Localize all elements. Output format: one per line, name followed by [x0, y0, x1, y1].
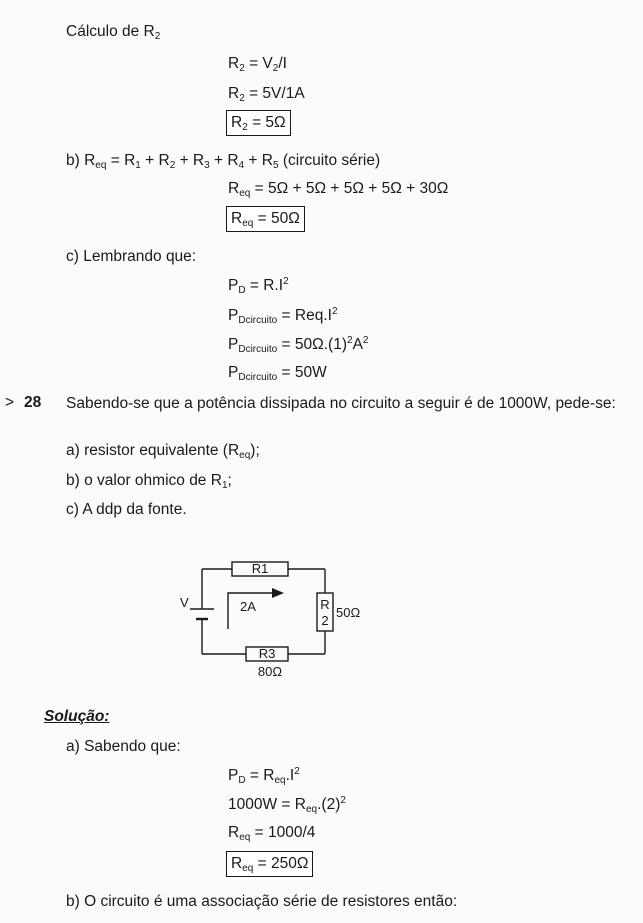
boxed-result: $R_{eq} = 50\Omega$: [226, 206, 305, 232]
part-c-heading: c) Lembrando que:: [66, 248, 197, 265]
equation-line: $P_{Dcircuito} = Req.I^2$: [228, 306, 338, 326]
solution-title: Solução:: [44, 708, 110, 725]
boxed-result: $R_2 = 5\Omega$: [226, 110, 291, 136]
question-text: Sabendo-se que a potência dissipada no circuito a seguir é de 1000W, pede-se:: [66, 395, 616, 412]
r1-label: R1: [251, 561, 269, 576]
current-label: 2A: [240, 599, 256, 614]
part-b-equation: b) $R_{eq} = R_1 + R_2 + R_3 + R_4 + R_5$ (circuito série): [66, 152, 381, 171]
source-label: V: [180, 595, 189, 610]
calc-r2-heading: Cálculo de $R_2$: [66, 23, 161, 42]
question-item-a: a) resistor equivalente $(R_{eq})$;: [66, 442, 260, 461]
equation-line: $P_D = R_{eq}.I^2$: [228, 766, 300, 786]
question-item-c: c) A ddp da fonte.: [66, 501, 187, 518]
r3-label: R3: [258, 646, 276, 661]
equation-line: $R_{eq} = 5\Omega + 5\Omega + 5\Omega + 5\Omega + 30\Omega$: [228, 180, 449, 199]
question-number: 28: [24, 394, 42, 411]
equation-line: $P_{Dcircuito} = 50\Omega.(1)^2A^2$: [228, 335, 369, 355]
r3-value: 80Ω: [257, 664, 283, 679]
circuit-diagram: [170, 555, 390, 685]
boxed-result: $R_{eq} = 250\Omega$: [226, 851, 313, 877]
equation-line: $1000W = R_{eq}.(2)^2$: [228, 795, 346, 815]
equation-line: $R_2 = 5V/1A$: [228, 85, 305, 104]
r2-label-top: R: [320, 597, 330, 612]
equation-line: $R_{eq} = 1000/4$: [228, 824, 316, 843]
solution-b-heading: b) O circuito é uma associação série de resistores então:: [66, 893, 458, 910]
current-arrow-icon: [272, 588, 284, 598]
question-item-b: b) o valor ohmico de $R_1$;: [66, 472, 232, 491]
equation-line: $R_2 = V_2/I$: [228, 55, 287, 74]
question-marker: >: [5, 394, 15, 411]
solution-a-heading: a) Sabendo que:: [66, 738, 181, 755]
r2-label-bottom: 2: [321, 613, 329, 628]
r2-value: 50Ω: [336, 605, 361, 620]
equation-line: $P_{Dcircuito} = 50W$: [228, 364, 327, 383]
equation-line: $P_D = R.I^2$: [228, 276, 289, 296]
